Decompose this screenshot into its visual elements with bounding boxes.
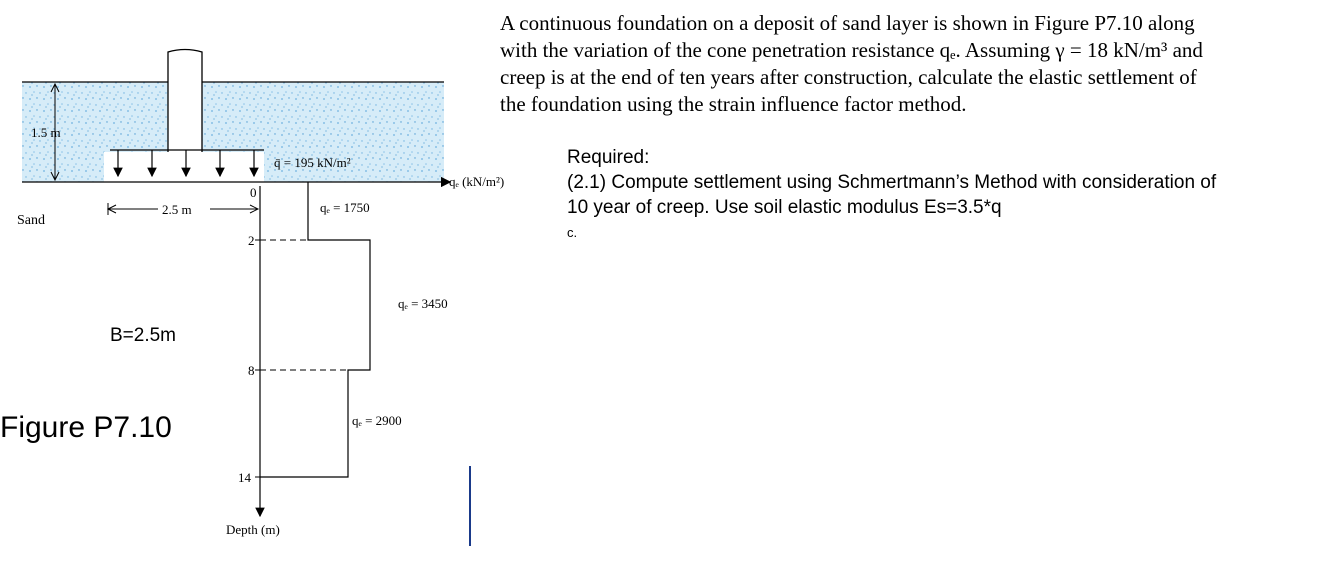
- problem-line-1: A continuous foundation on a deposit of sand layer is shown in Figure P7.10 along: [500, 11, 1195, 35]
- qc-profile: [260, 182, 370, 477]
- foundation-column: [168, 52, 202, 152]
- problem-line-2: with the variation of the cone penetration resistance qₑ. Assuming γ = 18 kN/m³ and: [500, 38, 1203, 62]
- footing: [104, 152, 264, 182]
- layer-1-label: qₑ = 1750: [320, 200, 370, 215]
- depth-tick-8: 8: [248, 363, 255, 378]
- required-heading: Required:: [567, 147, 650, 168]
- qc-axis-label: qₑ (kN/m²): [449, 174, 505, 189]
- depth-tick-2: 2: [248, 233, 255, 248]
- required-line-2: [567, 195, 1327, 245]
- problem-line-4: the foundation using the strain influence factor method.: [500, 92, 967, 116]
- width-dimension-label: 2.5 m: [162, 202, 192, 217]
- layer-2-label: qₑ = 3450: [398, 296, 448, 311]
- b-width-label: B=2.5m: [110, 325, 177, 346]
- required-line-2-subscript: c.: [567, 225, 578, 240]
- depth-dimension-label: 1.5 m: [31, 125, 61, 140]
- required-block: [567, 145, 1327, 245]
- soil-label: Sand: [17, 213, 45, 228]
- figure-caption: Figure P7.10: [0, 411, 172, 444]
- problem-statement: [500, 10, 1300, 118]
- surcharge-label: q̄ = 195 kN/m²: [274, 155, 351, 170]
- foundation-diagram: [0, 0, 530, 583]
- depth-tick-14: 14: [238, 470, 251, 485]
- layer-3-label: qₑ = 2900: [352, 413, 402, 428]
- layer-boundaries: [260, 240, 348, 477]
- required-line-1: (2.1) Compute settlement using Schmertmann’s Method with consideration of: [567, 172, 1217, 193]
- text-cursor-line: [469, 466, 471, 546]
- depth-tick-0: 0: [250, 185, 257, 200]
- problem-line-3: creep is at the end of ten years after construction, calculate the elastic settlement of: [500, 65, 1197, 89]
- depth-axis-label: Depth (m): [226, 522, 280, 537]
- required-line-2-text: 10 year of creep. Use soil elastic modulus Es=3.5*q: [567, 197, 1002, 218]
